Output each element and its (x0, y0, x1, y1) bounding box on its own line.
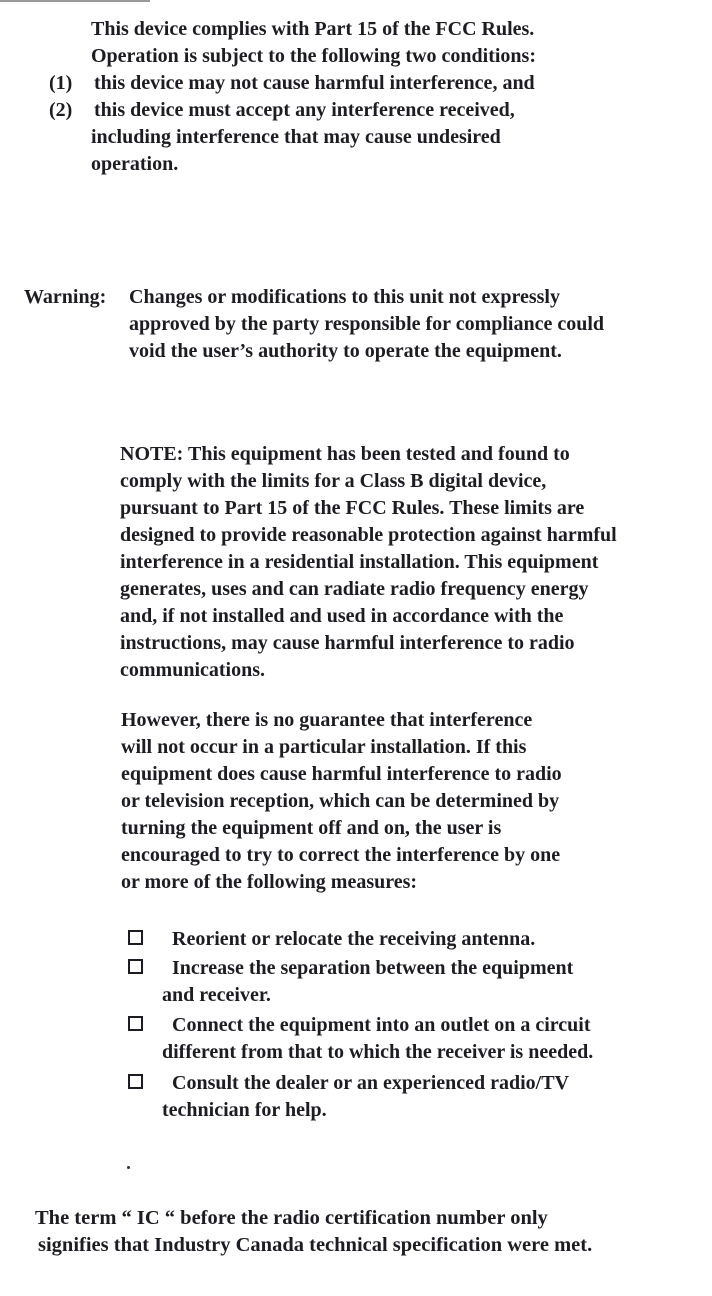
note-line: generates, uses and can radiate radio frequency energy (120, 578, 589, 600)
however-paragraph (121, 707, 562, 896)
condition-2-continued (91, 124, 501, 178)
condition-line: operation. (91, 153, 179, 175)
stray-dot (127, 1166, 130, 1169)
measure-text-continued: technician for help. (162, 1099, 327, 1121)
ic-notice (35, 1205, 592, 1259)
checkbox-square-icon (128, 959, 143, 974)
checkbox-square-icon (128, 1074, 143, 1089)
condition-number: (1) (49, 72, 73, 94)
measure-text-continued: different from that to which the receiver is needed. (162, 1041, 594, 1063)
checkbox-square-icon (128, 1016, 143, 1031)
however-line: turning the equipment off and on, the user is (121, 817, 502, 839)
measure-text-continued: and receiver. (162, 984, 271, 1006)
checkbox-square-icon (128, 930, 143, 945)
scan-edge-line (0, 0, 150, 2)
however-line: or more of the following measures: (121, 871, 418, 893)
compliance-intro-line: Operation is subject to the following two conditions: (91, 45, 536, 67)
measure-text: Connect the equipment into an outlet on a circuit (172, 1014, 591, 1036)
fcc-compliance-statement (49, 16, 536, 175)
ic-notice-line: The term “ IC “ before the radio certification number only (35, 1207, 548, 1229)
warning-line: void the user’s authority to operate the equipment. (129, 340, 562, 362)
note-line: instructions, may cause harmful interference to radio (120, 632, 575, 654)
measure-text: Increase the separation between the equipment (172, 957, 574, 979)
condition-number: (2) (49, 99, 73, 121)
ic-notice-line: signifies that Industry Canada technical specification were met. (38, 1234, 593, 1256)
condition-line: including interference that may cause undesired (91, 126, 501, 148)
however-line: or television reception, which can be determined by (121, 790, 560, 812)
however-line: equipment does cause harmful interference to radio (121, 763, 562, 785)
warning-line: Changes or modifications to this unit not expressly (129, 286, 560, 308)
note-paragraph (120, 441, 617, 684)
note-line: designed to provide reasonable protection against harmful (120, 524, 617, 546)
however-line: will not occur in a particular installation. If this (121, 736, 527, 758)
warning-text (129, 284, 604, 365)
note-line: pursuant to Part 15 of the FCC Rules. These limits are (120, 497, 585, 519)
warning-label: Warning: (24, 286, 107, 308)
measure-text: Consult the dealer or an experienced radio/TV (172, 1072, 570, 1094)
warning-line: approved by the party responsible for compliance could (129, 313, 605, 335)
condition-1 (49, 70, 535, 97)
note-line: and, if not installed and used in accordance with the (120, 605, 564, 627)
note-line: interference in a residential installation. This equipment (120, 551, 599, 573)
note-line: NOTE: This equipment has been tested and found to (120, 443, 570, 465)
however-line: encouraged to try to correct the interference by one (121, 844, 561, 866)
note-line: communications. (120, 659, 265, 681)
measure-text: Reorient or relocate the receiving antenna. (172, 928, 536, 950)
condition-2 (49, 97, 515, 124)
however-line: However, there is no guarantee that interference (121, 709, 533, 731)
compliance-intro-line: This device complies with Part 15 of the FCC Rules. (91, 18, 535, 40)
condition-line: this device may not cause harmful interference, and (94, 72, 535, 94)
note-line: comply with the limits for a Class B digital device, (120, 470, 547, 492)
condition-line: this device must accept any interference received, (94, 99, 515, 121)
